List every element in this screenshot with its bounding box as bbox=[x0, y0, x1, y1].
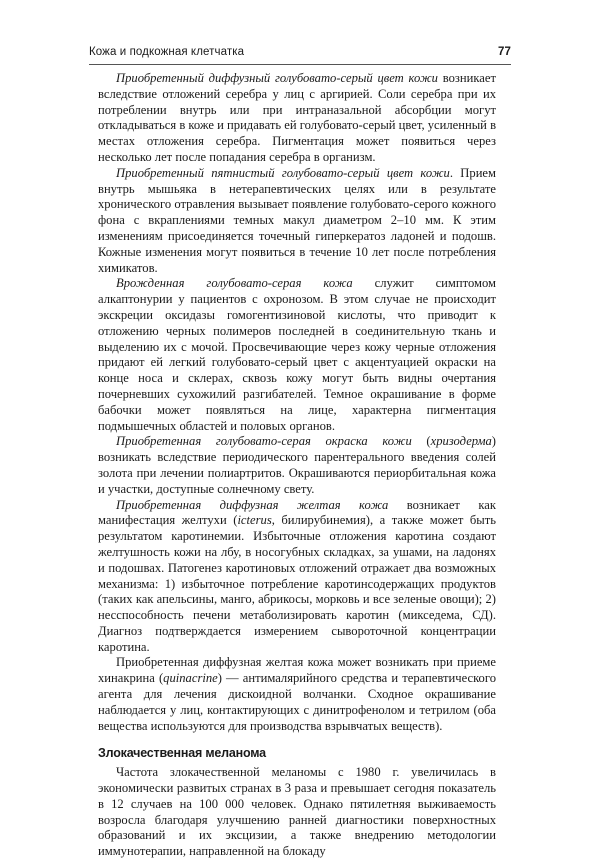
header-rule bbox=[89, 64, 511, 65]
paragraph-arsenic bbox=[98, 166, 496, 277]
term-lead: Приобретенный пятнистый голубовато-серый цвет кожи bbox=[116, 165, 450, 180]
paragraph-text: ( bbox=[411, 434, 431, 449]
paragraph-text: Приобретенная диффузная желтая кожа может возникать при приеме хинакрина ( bbox=[98, 655, 496, 686]
page-number: 77 bbox=[498, 46, 511, 58]
paragraph-silver bbox=[98, 71, 496, 166]
paragraph-yellow-skin bbox=[98, 498, 496, 656]
paragraph-chrysoderma bbox=[98, 434, 496, 497]
paragraph-text: служит симптомом алкаптонурии у пациентов с охронозом. В этом случае не происходит экскреции оксидазы гомогентизиновой кислоты, что приводит к отложению черных полимеров последней в соединительную ткань и выделению их с мочой. Просвечивающие через кожу черные отложения придают ей легкий голубовато-серый цвет с акцентуацией окраски на конце носа и склерах, сквозь кожу могут быть видны очертания почерневших сухожилий разгибателей. Темное окрашивание в форме бабочки может появляться на лице, характерна пигментация подмышечных областей и половых органов. bbox=[98, 276, 496, 433]
paragraph-text: возникает как манифестация желтухи ( bbox=[98, 497, 496, 528]
paragraph-text: , билирубинемия), а также может быть результатом каротинемии. Избыточные отложения каротина создают желтушность кожи на лбу, в носогубных складках, за ушами, на ладонях и подошвах. Патогенез каротиновых отложений отражает два возможных механизма: 1) избыточное потребление каротинсодержащих продуктов (таких как апельсины, манго, абрикосы, морковь и все зеленые овощи); 2) несспособность печени метаболизировать каротин (микседема, СД). Диагноз подтверждается измерением сывороточной концентрации каротина. bbox=[98, 513, 496, 654]
paragraph-text: ) возникать вследствие периодического парентерального введения солей золота при лечении полиартритов. Окрашиваются периорбитальная кожа и участки, доступные солнечному свету. bbox=[98, 434, 496, 496]
term-lead: Приобретенный диффузный голубовато-серый цвет кожи bbox=[116, 71, 438, 85]
section-heading: Злокачественная меланома bbox=[98, 746, 266, 761]
chapter-title: Кожа и подкожная клетчатка bbox=[89, 46, 245, 58]
term-inline: quinacrine bbox=[163, 671, 218, 686]
term-lead: Приобретенная диффузная желтая кожа bbox=[116, 497, 389, 512]
term-inline: хризодерма bbox=[430, 434, 492, 449]
paragraph-ochronosis bbox=[98, 276, 496, 434]
paragraph-text: . Прием внутрь мышьяка в нетерапевтических целях или в результате хронического отравления вызывает появление голубовато-серого кожного фона с вкраплениями темных макул диаметром 2–10 мм. К этим изменениям присоединяется точечный гиперкератоз ладоней и подошв. Кожные изменения могут появиться в течение 10 лет после потребления химикатов. bbox=[98, 165, 496, 275]
paragraph-text: возникает вследствие отложений серебра у лиц с аргирией. Соли серебра при их потреблении внутрь или при интраназальной абсорбции могут откладываться в коже и придавать ей голубовато-серый цвет, усиленный в местах отложения серебра. Пигментация может появиться через несколько лет после попадания серебра в организм. bbox=[98, 71, 497, 164]
term-lead: Приобретенная голубовато-серая окраска кожи bbox=[116, 434, 412, 449]
running-header bbox=[89, 46, 511, 62]
paragraph-melanoma: Частота злокачественной меланомы с 1980 г. увеличилась в экономически развитых странах в 3 раза и превышает сегодня показатель в 12 случаев на 100 000 человек. Однако пятилетняя выживаемость возросла благодаря улучшению ранней диагностики поверхностных образований и их эксцизии, а также внедрению методологии иммунотерапии, направленной на блокаду bbox=[98, 765, 496, 859]
body-text bbox=[98, 71, 496, 860]
term-inline: icterus bbox=[237, 513, 272, 528]
paragraph-text: ) — антималярийного средства и терапевтического агента для лечения дискоидной волчанки. Сходное окрашивание наблюдается у лиц, контактирующих с динитрофенолом и тетрилом (оба вещества используются для производства взрывчатых веществ). bbox=[98, 671, 496, 733]
paragraph-quinacrine bbox=[98, 655, 496, 734]
term-lead: Врожденная голубовато-серая кожа bbox=[116, 276, 353, 291]
